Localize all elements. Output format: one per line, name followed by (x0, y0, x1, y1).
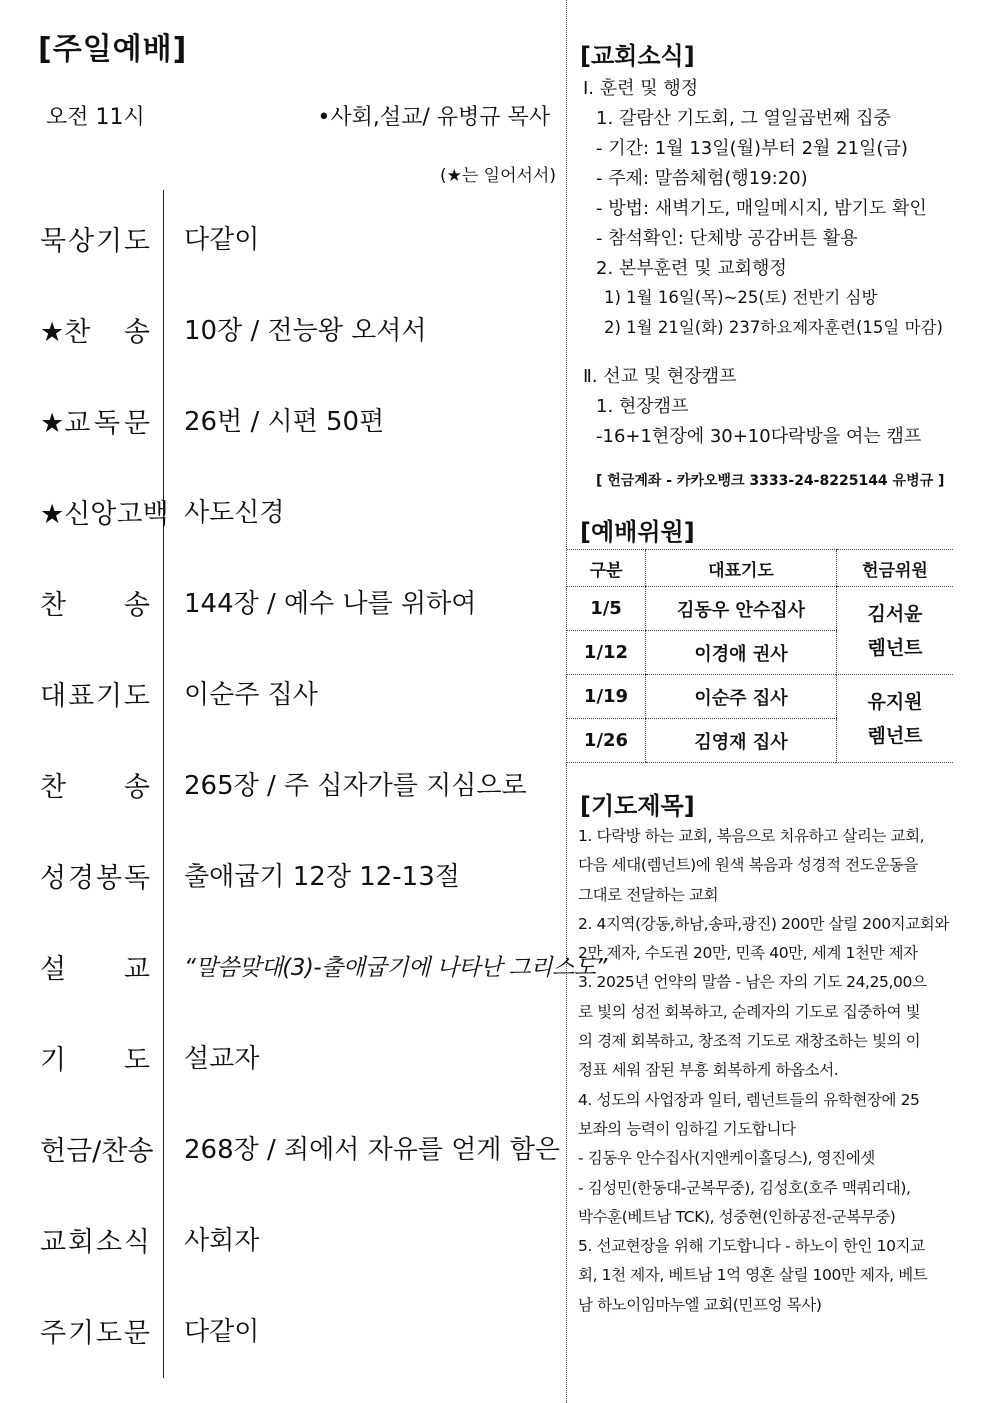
church-news-title: [교회소식] (580, 42, 695, 70)
order-label-part: 독 (123, 863, 150, 894)
order-row (0, 1303, 566, 1353)
header-treasurer: 헌금위원 (837, 550, 954, 587)
order-label-part: 도 (95, 1318, 123, 1349)
order-row (0, 302, 566, 352)
order-label-part: 기 (67, 1318, 95, 1349)
worship-title: [주일예배] (38, 32, 188, 67)
order-label (40, 856, 150, 895)
prayer-line: 남 하노이임마누엘 교회(민프엉 목사) (578, 1295, 822, 1314)
order-label (40, 1311, 150, 1350)
order-label-part: 도 (123, 1045, 150, 1076)
prayer-line: 정표 세워 잠된 부흥 회복하게 하옵소서. (578, 1061, 839, 1080)
order-content: 출애굽기 12장 12-13절 (184, 862, 460, 892)
order-content: 10장 / 전능왕 오셔서 (184, 316, 427, 346)
treasurer-cell (837, 587, 954, 675)
order-label (40, 492, 169, 531)
order-label (40, 219, 150, 258)
prayer-line: 의 경제 회복하고, 창조적 기도로 재창조하는 빛의 이 (578, 1032, 921, 1051)
order-label-part: 송 (123, 772, 150, 803)
news-line: - 참석확인: 단체방 공감버튼 활용 (596, 228, 858, 249)
prayer-topics-title: [기도제목] (580, 792, 695, 820)
news-line: 2. 본부훈련 및 교회행정 (596, 258, 787, 279)
table-row (567, 675, 953, 719)
prayer-line: 2. 4지역(강동,하남,송파,광진) 200만 살릴 200지교회와 (578, 914, 949, 933)
order-row (0, 848, 566, 898)
offering-account: [ 헌금계좌 - 카카오뱅크 3333-24-8225144 유병규 ] (596, 473, 945, 489)
order-label-part: 소 (95, 1227, 123, 1258)
order-label (40, 583, 150, 622)
order-row (0, 1212, 566, 1262)
prayer-line: 1. 다락방 하는 교회, 복음으로 치유하고 살리는 교회, (578, 827, 925, 845)
prayer-line: 그대로 전달하는 교회 (578, 885, 719, 904)
order-label-part: 찬 (40, 772, 67, 803)
treasurer-cell (837, 675, 954, 763)
row-prayer: 이순주 집사 (646, 675, 837, 719)
order-row (0, 484, 566, 534)
news-line: - 주제: 말씀체험(행19:20) (596, 168, 808, 189)
order-label-part: 설 (40, 954, 67, 985)
order-label (40, 1038, 150, 1077)
news-line: - 기간: 1월 13일(월)부터 2월 21일(금) (596, 138, 908, 159)
treasurer-name: 유지원 (867, 690, 923, 713)
prayer-line: 로 빛의 성전 회복하고, 순례자의 기도로 집중하여 빛 (578, 1002, 921, 1021)
treasurer-group: 렘넌트 (867, 636, 923, 659)
order-label-part: 성 (40, 863, 67, 894)
news-line: 1. 현장캠프 (596, 396, 689, 417)
table-row (567, 587, 953, 631)
prayer-line: - 김동우 안수집사(지앤케이홀딩스), 영진에셋 (578, 1149, 875, 1168)
standing-note: (★는 일어서서) (439, 166, 556, 186)
row-date: 1/19 (567, 675, 646, 719)
prayer-line: 4. 성도의 사업장과 일터, 렘넌트들의 유학현장에 25 (578, 1090, 920, 1109)
worship-staff-table (567, 549, 953, 763)
news-line: Ⅰ. 훈련 및 행정 (583, 78, 699, 99)
row-prayer: 김영재 집사 (646, 719, 837, 763)
order-label (40, 310, 150, 349)
order-label-part: 송 (123, 590, 150, 621)
order-row (0, 1121, 566, 1171)
news-line: 1) 1월 16일(목)~25(토) 전반기 심방 (604, 288, 878, 307)
row-date: 1/26 (567, 719, 646, 763)
order-label-part: 상 (67, 226, 95, 257)
order-label (40, 947, 150, 986)
order-label-part: ★교 (40, 408, 91, 439)
worship-staff-title: [예배위원] (580, 518, 695, 546)
prayer-line: 보좌의 능력이 임하길 기도합니다 (578, 1119, 796, 1138)
order-row (0, 211, 566, 261)
order-label-part: 독 (94, 408, 121, 439)
prayer-line: 2만 제자, 수도권 20만, 민족 40만, 세계 1천만 제자 (578, 944, 918, 963)
news-line: Ⅱ. 선교 및 현장캠프 (583, 366, 737, 387)
prayer-line: 박수훈(베트남 TCK), 성중현(인하공전-군복무중) (578, 1207, 896, 1226)
order-label-part: 회 (67, 1227, 95, 1258)
treasurer-group: 렘넌트 (867, 724, 923, 747)
header-prayer: 대표기도 (646, 550, 837, 587)
order-row (0, 666, 566, 716)
order-label-part: 문 (123, 1318, 150, 1349)
row-prayer: 이경애 권사 (646, 631, 837, 675)
order-label-part: 주 (40, 1318, 67, 1349)
order-label-part: ★신앙고백 (40, 499, 169, 530)
prayer-topics-list (578, 822, 948, 1320)
order-label-part: 표 (67, 681, 95, 712)
order-label-part: 찬 (40, 590, 67, 621)
order-row (0, 757, 566, 807)
order-content: 사도신경 (184, 498, 285, 528)
order-label-part: 도 (123, 681, 150, 712)
news-line: -16+1현장에 30+10다락방을 여는 캠프 (596, 426, 922, 447)
order-content: 144장 / 예수 나를 위하여 (184, 589, 477, 619)
header-date: 구분 (567, 550, 646, 587)
order-label-part: 헌금/찬송 (40, 1136, 154, 1167)
order-label-part: 봉 (95, 863, 123, 894)
order-label-part: 기 (95, 681, 123, 712)
prayer-line: - 김성민(한동대-군복무중), 김성호(호주 맥쿼리대), (578, 1178, 911, 1197)
prayer-line: 회, 1천 제자, 베트남 1억 영혼 살릴 100만 제자, 베트 (578, 1266, 928, 1285)
order-label-part: 묵 (40, 226, 67, 257)
order-label-part: 도 (123, 226, 150, 257)
order-label-part: 식 (123, 1227, 150, 1258)
prayer-line: 3. 2025년 언약의 말씀 - 남은 자의 기도 24,25,00으 (578, 973, 927, 992)
order-row (0, 393, 566, 443)
order-content: 이순주 집사 (184, 680, 318, 710)
order-label-part: ★찬 (40, 317, 91, 348)
order-label (40, 765, 150, 804)
order-content: 다같이 (184, 1317, 260, 1347)
news-line: 1. 갈람산 기도회, 그 열일곱번째 집중 (596, 108, 891, 129)
order-label (40, 1220, 150, 1259)
row-prayer: 김동우 안수집사 (646, 587, 837, 631)
order-label-part: 기 (40, 1045, 67, 1076)
prayer-line: 다음 세대(렘넌트)에 원색 복음과 성경적 전도운동을 (578, 856, 918, 875)
order-content: 268장 / 죄에서 자유를 얻게 함은 (184, 1135, 560, 1165)
order-row (0, 575, 566, 625)
order-content: “말씀맞대(3)-출애굽기에 나타난 그리스도” (184, 955, 607, 981)
order-label-part: 기 (95, 226, 123, 257)
order-label-part: 문 (123, 408, 150, 439)
row-date: 1/5 (567, 587, 646, 631)
order-label-part: 교 (123, 954, 150, 985)
preacher-info: •사회,설교/ 유병규 목사 (317, 105, 550, 130)
service-time: 오전 11시 (46, 105, 145, 130)
prayer-line: 5. 선교현장을 위해 기도합니다 - 하노이 한인 10지교 (578, 1237, 925, 1256)
table-header-row (567, 550, 953, 587)
treasurer-name: 김서윤 (867, 602, 923, 625)
order-label-part: 송 (123, 317, 150, 348)
order-label-part: 대 (40, 681, 67, 712)
order-label (40, 674, 150, 713)
order-content: 다같이 (184, 225, 260, 255)
news-line: 2) 1월 21일(화) 237하요제자훈련(15일 마감) (604, 318, 943, 337)
order-label (40, 401, 150, 440)
order-row (0, 1030, 566, 1080)
order-label-part: 교 (40, 1227, 67, 1258)
order-label (40, 1129, 154, 1168)
order-content: 265장 / 주 십자가를 지심으로 (184, 771, 527, 801)
news-line: - 방법: 새벽기도, 매일메시지, 밤기도 확인 (596, 198, 927, 219)
order-content: 26번 / 시편 50편 (184, 407, 385, 437)
order-content: 설교자 (184, 1044, 260, 1074)
order-content: 사회자 (184, 1226, 260, 1256)
row-date: 1/12 (567, 631, 646, 675)
order-label-part: 경 (67, 863, 95, 894)
order-row (0, 939, 607, 989)
